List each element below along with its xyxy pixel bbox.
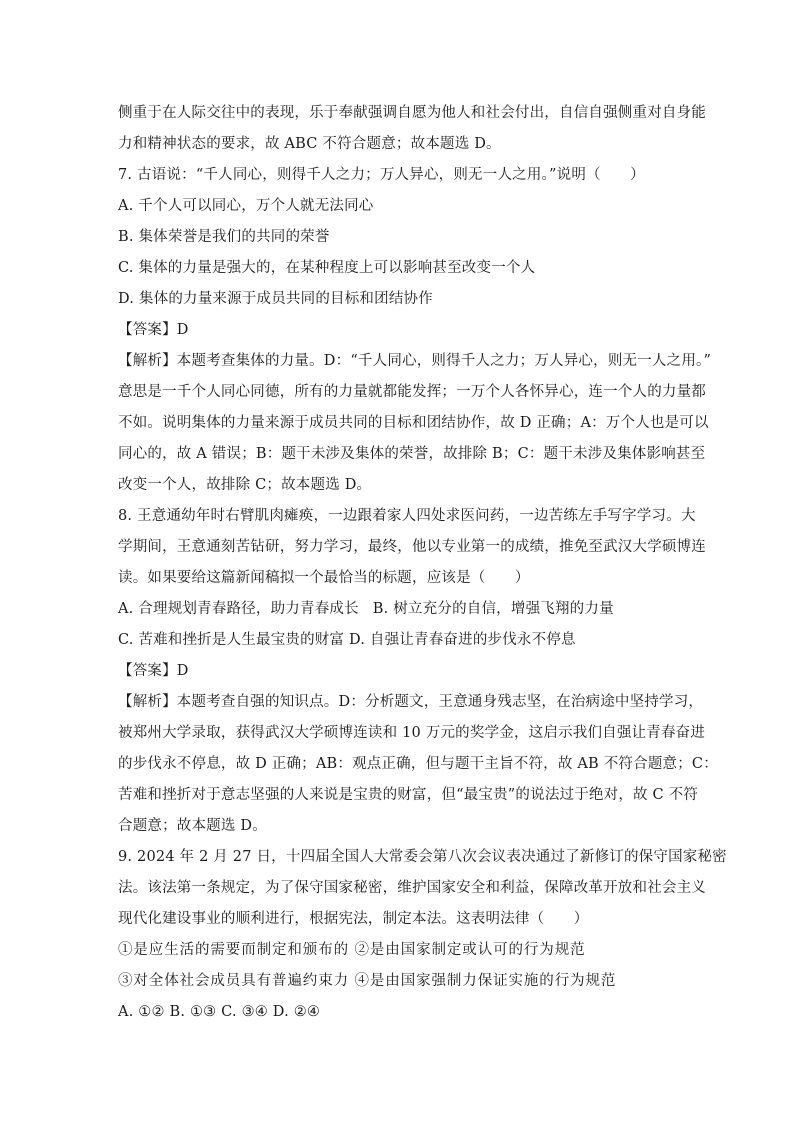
text-line: 被郑州大学录取，获得武汉大学硕博连读和 10 万元的奖学金，这启示我们自强让青春奋进 xyxy=(118,725,706,741)
text-line: 苦难和挫折对于意志坚强的人来说是宝贵的财富，但“最宝贵”的说法过于绝对，故 C 不符 xyxy=(118,787,699,803)
question-8-analysis: 【解析】本题考查自强的知识点。D：分析题文，王意通身残志坚，在治病途中坚持学习， xyxy=(118,694,704,710)
text-line: 现代化建设事业的顺利进行，根据宪法，制定本法。这表明法律（ ） xyxy=(118,911,589,927)
text-line: 同心的，故 A 错误；B：题干未涉及集体的荣誉，故排除 B；C：题干未涉及集体影响甚至 xyxy=(118,446,706,462)
text-line: 力和精神状态的要求，故 ABC 不符合题意；故本题选 D。 xyxy=(118,136,501,152)
document-page xyxy=(118,98,727,1028)
question-9-statement-12: ①是应生活的需要而制定和颁布的 ②是由国家制定或认可的行为规范 xyxy=(118,942,586,958)
question-7-option-b: B. 集体荣誉是我们的共同的荣誉 xyxy=(118,229,330,245)
question-8-stem: 8. 王意通幼年时右臂肌肉瘫痪，一边跟着家人四处求医问药，一边苦练左手写字学习。大 xyxy=(118,508,696,524)
text-line: 不如。说明集体的力量来源于成员共同的目标和团结协作，故 D 正确；A：万个人也是可以 xyxy=(118,415,709,431)
question-8-options-ab xyxy=(118,594,688,625)
question-7-answer: 【答案】D xyxy=(118,322,189,338)
text-line: 学期间，王意通刻苦钻研，努力学习，最终，他以专业第一的成绩，推免至武汉大学硕博连 xyxy=(118,539,706,555)
question-9-statement-34: ③对全体社会成员具有普遍约束力 ④是由国家强制力保证实施的行为规范 xyxy=(118,973,617,989)
text-line: 读。如果要给这篇新闻稿拟一个最恰当的标题，应该是（ ） xyxy=(118,570,530,586)
text-line: 法。该法第一条规定，为了保守国家秘密，维护国家安全和利益，保障改革开放和社会主义 xyxy=(118,880,706,896)
question-8-option-a: A. 合理规划青春路径，助力青春成长 xyxy=(118,601,359,617)
text-line: 改变一个人，故排除 C；故本题选 D。 xyxy=(118,477,372,493)
question-9-stem: 9. 2024 年 2 月 27 日，十四届全国人大常委会第八次会议表决通过了新修订的保守国家秘密 xyxy=(118,849,727,865)
question-8-option-b: B. 树立充分的自信，增强飞翔的力量 xyxy=(372,601,614,617)
text-line: 合题意；故本题选 D。 xyxy=(118,818,267,834)
text-line: 意思是一千个人同心同德，所有的力量就都能发挥；一万个人各怀异心，连一个人的力量都 xyxy=(118,384,706,400)
text-line: 侧重于在人际交往中的表现，乐于奉献强调自愿为他人和社会付出，自信自强侧重对自身能 xyxy=(118,105,706,121)
question-8-answer: 【答案】D xyxy=(118,663,189,679)
question-9-options: A. ①② B. ①③ C. ③④ D. ②④ xyxy=(118,1004,321,1020)
question-8-options-cd: C. 苦难和挫折是人生最宝贵的财富 D. 自强让青春奋进的步伐永不停息 xyxy=(118,632,576,648)
question-7-stem: 7. 古语说：“千人同心，则得千人之力；万人异心，则无一人之用。”说明（ ） xyxy=(118,167,645,183)
question-7-option-d: D. 集体的力量来源于成员共同的目标和团结协作 xyxy=(118,291,433,307)
text-line: 的步伐永不停息，故 D 正确；AB：观点正确，但与题干主旨不符，故 AB 不符合题意；C： xyxy=(118,756,718,772)
question-7-option-a: A. 千个人可以同心，万个人就无法同心 xyxy=(118,198,374,214)
question-7-analysis: 【解析】本题考查集体的力量。D：“千人同心，则得千人之力；万人异心，则无一人之用。” xyxy=(118,353,712,369)
question-7-option-c: C. 集体的力量是强大的，在某种程度上可以影响甚至改变一个人 xyxy=(118,260,536,276)
